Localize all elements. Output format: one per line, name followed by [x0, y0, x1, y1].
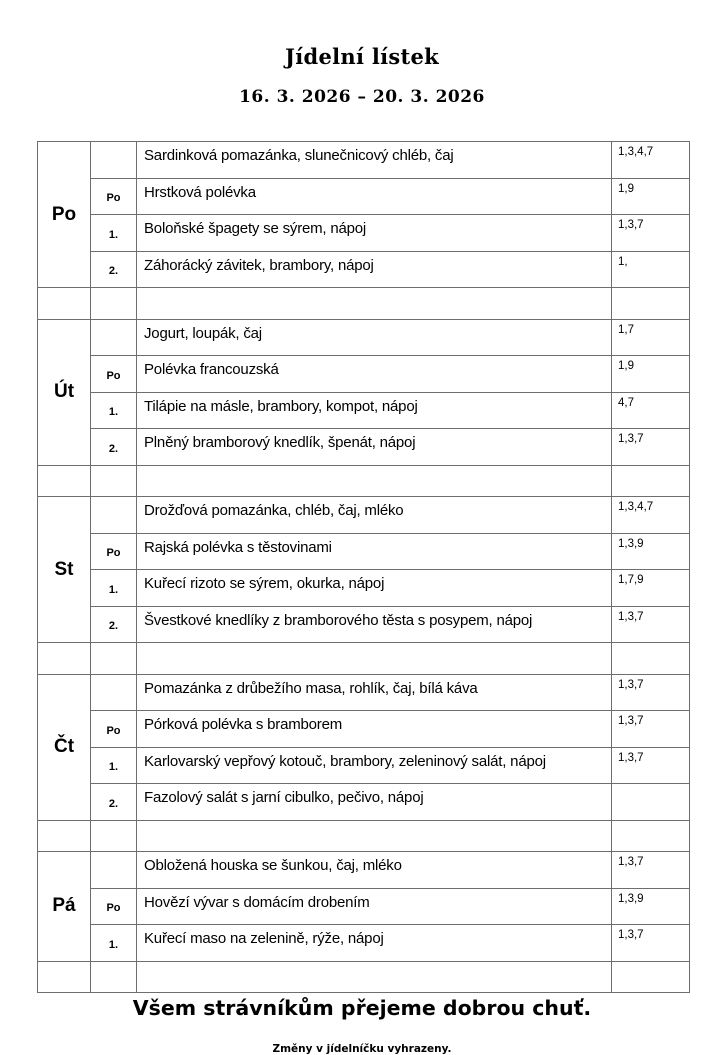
- dish-name: Sardinková pomazánka, slunečnicový chléb, čaj: [137, 142, 612, 179]
- allergens: 1,9: [612, 356, 690, 393]
- course-type: Po: [91, 178, 137, 215]
- day-label: Pá: [38, 852, 91, 962]
- menu-row: [38, 356, 690, 393]
- course-type: [91, 142, 137, 179]
- course-type: 1.: [91, 392, 137, 429]
- course-type: [91, 674, 137, 711]
- allergens: 1,9: [612, 178, 690, 215]
- empty-cell: [137, 643, 612, 675]
- allergens: 1,7,9: [612, 570, 690, 607]
- dish-name: Švestkové knedlíky z bramborového těsta s posypem, nápoj: [137, 606, 612, 643]
- course-type: Po: [91, 888, 137, 925]
- empty-cell: [38, 961, 91, 993]
- empty-cell: [91, 961, 137, 993]
- menu-row: [38, 784, 690, 821]
- course-type: Po: [91, 356, 137, 393]
- course-type: [91, 319, 137, 356]
- dish-name: Kuřecí rizoto se sýrem, okurka, nápoj: [137, 570, 612, 607]
- menu-row: [38, 215, 690, 252]
- dish-name: Plněný bramborový knedlík, špenát, nápoj: [137, 429, 612, 466]
- changes-note: Změny v jídelníčku vyhrazeny.: [272, 1043, 452, 1055]
- menu-row: [38, 711, 690, 748]
- empty-cell: [91, 288, 137, 320]
- allergens: 1,3,9: [612, 888, 690, 925]
- empty-cell: [91, 643, 137, 675]
- menu-row: [38, 888, 690, 925]
- menu-row: [38, 570, 690, 607]
- dish-name: Hovězí vývar s domácím drobením: [137, 888, 612, 925]
- allergens: 1,3,7: [612, 215, 690, 252]
- menu-row: [38, 251, 690, 288]
- empty-cell: [612, 288, 690, 320]
- dish-name: Jogurt, loupák, čaj: [137, 319, 612, 356]
- menu-row: [38, 533, 690, 570]
- empty-cell: [612, 820, 690, 852]
- course-type: [91, 852, 137, 889]
- menu-row: [38, 497, 690, 534]
- empty-cell: [91, 820, 137, 852]
- empty-cell: [612, 643, 690, 675]
- day-label: Čt: [38, 674, 91, 820]
- dish-name: Záhorácký závitek, brambory, nápoj: [137, 251, 612, 288]
- menu-row: [38, 178, 690, 215]
- dish-name: Karlovarský vepřový kotouč, brambory, zeleninový salát, nápoj: [137, 747, 612, 784]
- course-type: 1.: [91, 215, 137, 252]
- allergens: [612, 784, 690, 821]
- course-type: 1.: [91, 925, 137, 962]
- dish-name: Drožďová pomazánka, chléb, čaj, mléko: [137, 497, 612, 534]
- allergens: 1,: [612, 251, 690, 288]
- dish-name: Polévka francouzská: [137, 356, 612, 393]
- day-label: Po: [38, 142, 91, 288]
- course-type: [91, 497, 137, 534]
- course-type: 1.: [91, 570, 137, 607]
- menu-row: [38, 925, 690, 962]
- menu-row: [38, 606, 690, 643]
- menu-table: [37, 141, 690, 993]
- dish-name: Fazolový salát s jarní cibulko, pečivo, nápoj: [137, 784, 612, 821]
- allergens: 1,3,4,7: [612, 497, 690, 534]
- spacer-row: [38, 643, 690, 675]
- course-type: 1.: [91, 747, 137, 784]
- dish-name: Kuřecí maso na zelenině, rýže, nápoj: [137, 925, 612, 962]
- course-type: Po: [91, 533, 137, 570]
- allergens: 1,3,4,7: [612, 142, 690, 179]
- day-label: St: [38, 497, 91, 643]
- spacer-row: [38, 288, 690, 320]
- course-type: 2.: [91, 251, 137, 288]
- date-range: 16. 3. 2026 – 20. 3. 2026: [239, 87, 485, 107]
- menu-row: [38, 674, 690, 711]
- allergens: 1,3,7: [612, 606, 690, 643]
- menu-row: [38, 142, 690, 179]
- empty-cell: [38, 288, 91, 320]
- dish-name: Pomazánka z drůbežího masa, rohlík, čaj, bílá káva: [137, 674, 612, 711]
- allergens: 1,3,7: [612, 747, 690, 784]
- spacer-row: [38, 961, 690, 993]
- dish-name: Tilápie na másle, brambory, kompot, nápoj: [137, 392, 612, 429]
- empty-cell: [137, 820, 612, 852]
- allergens: 1,3,7: [612, 925, 690, 962]
- menu-table-body: [38, 142, 690, 993]
- spacer-row: [38, 465, 690, 497]
- empty-cell: [612, 465, 690, 497]
- dish-name: Rajská polévka s těstovinami: [137, 533, 612, 570]
- menu-row: [38, 392, 690, 429]
- menu-row: [38, 429, 690, 466]
- page-title: Jídelní lístek: [284, 44, 440, 69]
- empty-cell: [612, 961, 690, 993]
- empty-cell: [38, 820, 91, 852]
- allergens: 4,7: [612, 392, 690, 429]
- empty-cell: [38, 643, 91, 675]
- allergens: 1,3,7: [612, 674, 690, 711]
- dish-name: Boloňské špagety se sýrem, nápoj: [137, 215, 612, 252]
- dish-name: Pórková polévka s bramborem: [137, 711, 612, 748]
- allergens: 1,7: [612, 319, 690, 356]
- course-type: Po: [91, 711, 137, 748]
- course-type: 2.: [91, 784, 137, 821]
- menu-row: [38, 852, 690, 889]
- dish-name: Hrstková polévka: [137, 178, 612, 215]
- menu-row: [38, 319, 690, 356]
- allergens: 1,3,7: [612, 711, 690, 748]
- course-type: 2.: [91, 429, 137, 466]
- empty-cell: [38, 465, 91, 497]
- spacer-row: [38, 820, 690, 852]
- empty-cell: [91, 465, 137, 497]
- course-type: 2.: [91, 606, 137, 643]
- allergens: 1,3,7: [612, 852, 690, 889]
- allergens: 1,3,7: [612, 429, 690, 466]
- empty-cell: [137, 465, 612, 497]
- empty-cell: [137, 288, 612, 320]
- closing-wish: Všem strávníkům přejeme dobrou chuť.: [132, 996, 592, 1020]
- day-label: Út: [38, 319, 91, 465]
- dish-name: Obložená houska se šunkou, čaj, mléko: [137, 852, 612, 889]
- menu-row: [38, 747, 690, 784]
- empty-cell: [137, 961, 612, 993]
- allergens: 1,3,9: [612, 533, 690, 570]
